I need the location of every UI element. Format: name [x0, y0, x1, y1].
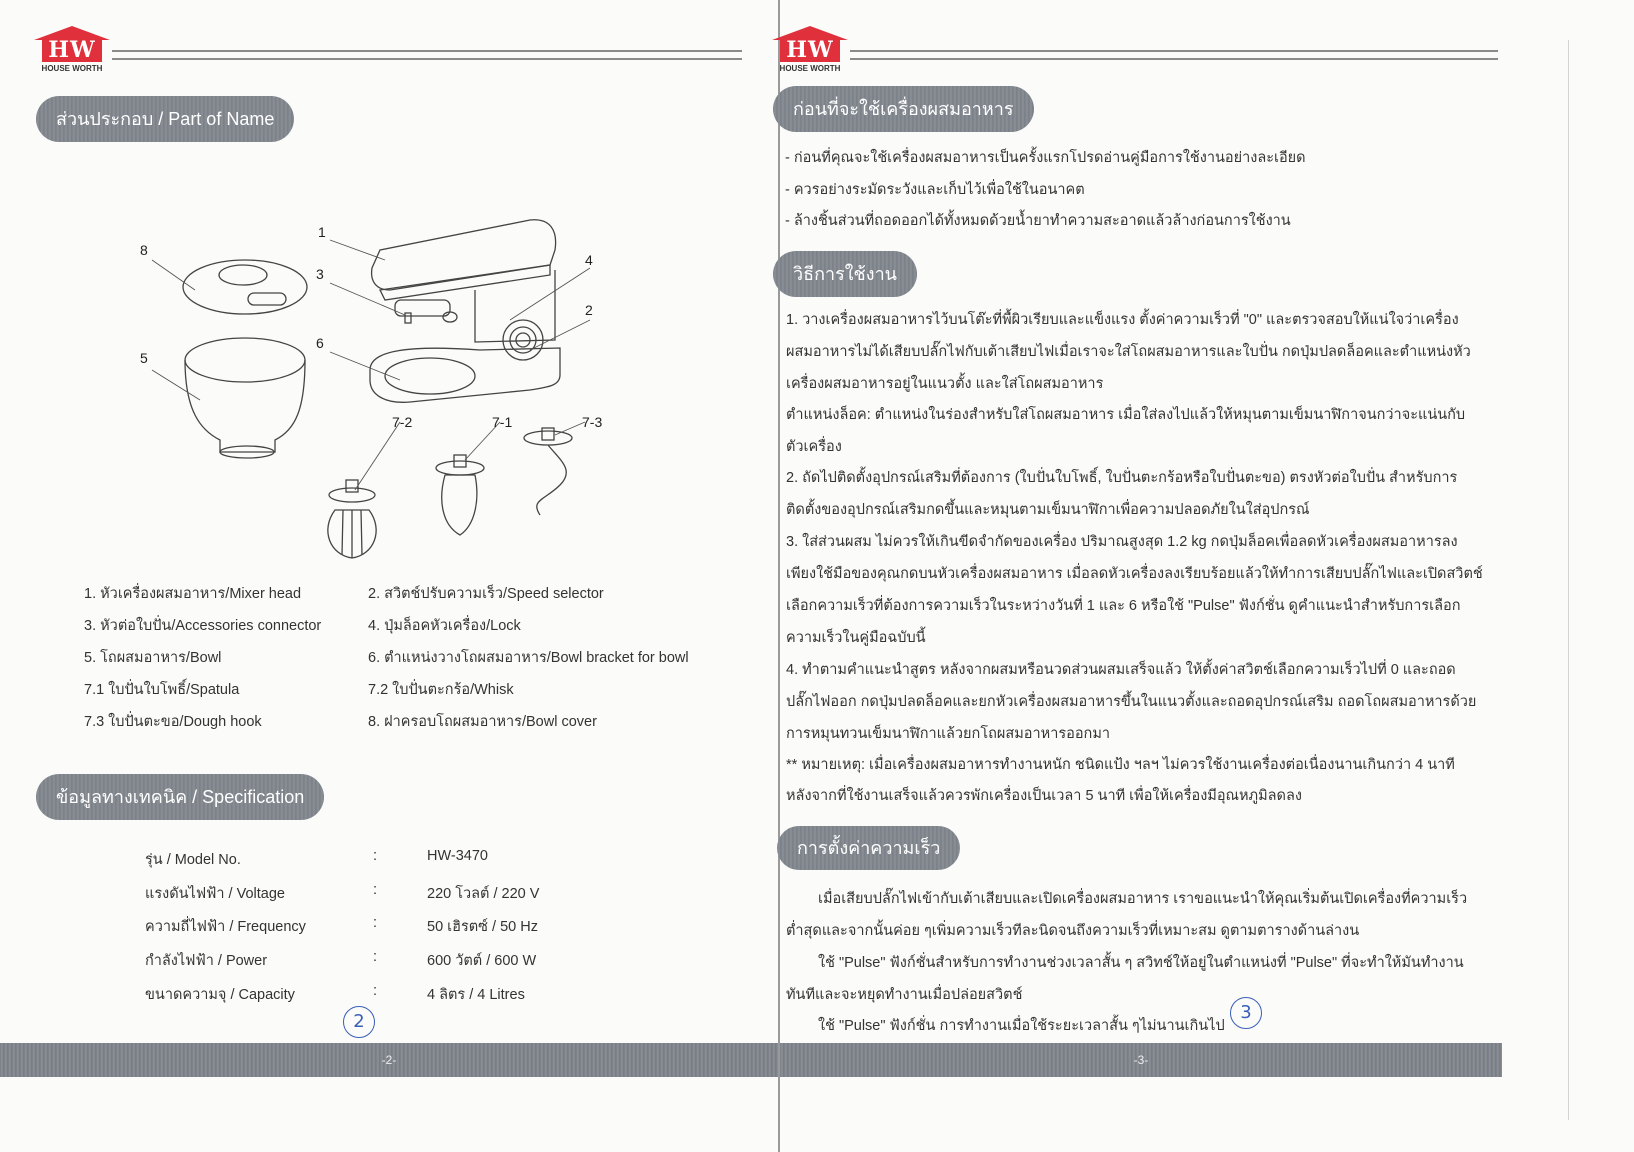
usage-line: 1. วางเครื่องผสมอาหารไว้บนโต๊ะที่พื้ผิวเรียบและแข็งแรง ตั้งค่าความเร็วที่ "0" และตรวจสอบให้แน่ใจว่าเครื่อง [786, 312, 1459, 328]
speed-line: ใช้ "Pulse" ฟังก์ชั่นสำหรับการทำงานช่วงเวลาสั้น ๆ สวิทช์ให้อยู่ในตำแหน่งที่ "Pulse" ที่จะทำให้มันทำงาน [818, 955, 1464, 971]
part-item: 8. ฝาครอบโถผสมอาหาร/Bowl cover [368, 714, 597, 730]
spec-key: ความถี่ไฟฟ้า / Frequency [145, 919, 306, 935]
logo-mark: HW [780, 38, 840, 62]
spec-sep: : [373, 983, 378, 999]
usage-line: เลือกความเร็วที่ต้องการความเร็วในระหว่างวันที่ 1 และ 6 หรือใช้ "Pulse" ฟังก์ชั่น ดูคำแนะนำสำหรับการเลือก [786, 598, 1461, 614]
house-worth-logo [34, 26, 110, 76]
header-rule [112, 50, 742, 60]
spec-sep: : [373, 949, 378, 965]
callout-7-1: 7-1 [492, 414, 513, 430]
before-use-line: - ล้างชิ้นส่วนที่ถอดออกได้ทั้งหมดด้วยน้ำยาทำความสะอาดแล้วล้างก่อนการใช้งาน [785, 213, 1291, 229]
part-item: 2. สวิตช์ปรับความเร็ว/Speed selector [368, 586, 604, 602]
section-title-spec: ข้อมูลทางเทคนิค / Specification [36, 774, 324, 820]
spec-sep: : [373, 882, 378, 898]
callout-8: 8 [140, 242, 148, 258]
usage-line: การหมุนทวนเข็มนาฬิกาแล้วยกโถผสมอาหารออกมา [786, 726, 1111, 742]
usage-line: ปลั๊กไฟออก กดปุ่มปลดล็อคและยกหัวเครื่องผสมอาหารขึ้นในแนวตั้งและถอดอุปกรณ์เสริม ถอดโถผสมอาหารด้วย [786, 694, 1477, 710]
usage-line: ตำแหน่งล็อค: ตำแหน่งในร่องสำหรับใส่โถผสมอาหาร เมื่อใส่ลงไปแล้วให้หมุนตามเข็มนาฬิกาจนกว่าจะแน่นกับ [786, 407, 1466, 423]
spec-sep: : [373, 848, 378, 864]
spec-value: 600 วัตต์ / 600 W [427, 953, 537, 969]
speed-line: เมื่อเสียบปลั๊กไฟเข้ากับเต้าเสียบและเปิดเครื่องผสมอาหาร เราขอแนะนำให้คุณเริ่มต้นเปิดเครื่องที่ความเร็ว [818, 891, 1468, 907]
callout-6: 6 [316, 335, 324, 351]
speed-line: ทันทีและจะหยุดทำงานเมื่อปล่อยสวิตช์ [786, 987, 1023, 1003]
spec-value: 50 เฮิรตซ์ / 50 Hz [427, 919, 538, 935]
handwritten-page-number: 2 [343, 1006, 375, 1038]
header-rule [850, 50, 1498, 60]
usage-note-line: ** หมายเหตุ: เมื่อเครื่องผสมอาหารทำงานหนัก ชนิดแป้ง ฯลฯ ไม่ควรใช้งานเครื่องต่อเนื่องนานเกินกว่า 4 นาที [786, 757, 1455, 773]
handwritten-page-number: 3 [1230, 997, 1262, 1029]
page-footer: -2- [0, 1043, 778, 1077]
callout-5: 5 [140, 350, 148, 366]
part-item: 7.1 ใบปั่นใบโพธิ์/Spatula [84, 682, 240, 698]
section-title-speed: การตั้งค่าความเร็ว [777, 826, 960, 870]
spec-key: แรงดันไฟฟ้า / Voltage [145, 886, 285, 902]
callout-7-2: 7-2 [392, 414, 413, 430]
usage-line: เพียงใช้มือของคุณกดบนหัวเครื่องผสมอาหาร เมื่อลดหัวเครื่องลงเรียบร้อยแล้วให้ทำการเสียบปลั๊กไฟและเปิดสวิตช์ [786, 566, 1483, 582]
usage-line: ตัวเครื่อง [786, 439, 842, 455]
usage-line: 3. ใส่ส่วนผสม ไม่ควรให้เกินขีดจำกัดของเครื่อง ปริมาณสูงสุด 1.2 kg กดปุ่มล็อคเพื่อลดหัวเครื่องผสมอาหารลง [786, 534, 1458, 550]
left-page [0, 0, 780, 1152]
spec-key: รุ่น / Model No. [145, 852, 241, 868]
part-item: 7.2 ใบปั่นตะกร้อ/Whisk [368, 682, 514, 698]
mixer-diagram-icon [130, 190, 630, 560]
part-item: 4. ปุ่มล็อคหัวเครื่อง/Lock [368, 618, 521, 634]
speed-line: ต่ำสุดและจากนั้นค่อย ๆเพิ่มความเร็วทีละนิดจนถึงความเร็วที่เหมาะสม ดูตามตารางด้านล่างน [786, 923, 1360, 939]
before-use-line: - ควรอย่างระมัดระวังและเก็บไว้เพื่อใช้ในอนาคต [785, 182, 1085, 198]
part-item: 7.3 ใบปั่นตะขอ/Dough hook [84, 714, 262, 730]
usage-line: 4. ทำตามคำแนะนำสูตร หลังจากผสมหรือนวดส่วนผสมเสร็จแล้ว ให้ตั้งค่าสวิตช์เลือกความเร็วไปที่ 0 และถอด [786, 662, 1456, 678]
section-title-parts: ส่วนประกอบ / Part of Name [36, 96, 294, 142]
house-worth-logo [772, 26, 848, 76]
spec-sep: : [373, 915, 378, 931]
spec-value: 220 โวลต์ / 220 V [427, 886, 540, 902]
usage-line: 2. ถัดไปติดตั้งอุปกรณ์เสริมที่ต้องการ (ใบปั่นใบโพธิ์, ใบปั่นตะกร้อหรือใบปั่นตะขอ) ตรงหัวต่อใบปั่น สำหรับการ [786, 470, 1458, 486]
logo-brand-name: HOUSE WORTH [41, 64, 103, 73]
part-item: 6. ตำแหน่งวางโถผสมอาหาร/Bowl bracket for bowl [368, 650, 689, 666]
usage-line: ความเร็วในคู่มือฉบับนี้ [786, 630, 926, 646]
spec-value: HW-3470 [427, 848, 488, 864]
callout-7-3: 7-3 [582, 414, 603, 430]
mixer-exploded-diagram [130, 190, 630, 560]
callout-3: 3 [316, 266, 324, 282]
usage-line: ผสมอาหารไม่ได้เสียบปลั๊กไฟกับเต้าเสียบไฟเมื่อเราจะใส่โถผสมอาหารและใบปั่น กดปุ่มปลดล็อคและตำแหน่งหัว [786, 344, 1471, 360]
usage-line: ติดตั้งของอุปกรณ์เสริมกดขึ้นและหมุนตามเข็มนาฬิกาเพื่อความปลอดภัยในใส่อุปกรณ์ [786, 502, 1310, 518]
callout-4: 4 [585, 252, 593, 268]
logo-mark: HW [42, 38, 102, 62]
logo-brand-name: HOUSE WORTH [779, 64, 841, 73]
part-item: 3. หัวต่อใบปั่น/Accessories connector [84, 618, 322, 634]
right-page [780, 0, 1570, 1152]
before-use-line: - ก่อนที่คุณจะใช้เครื่องผสมอาหารเป็นครั้งแรกโปรดอ่านคู่มือการใช้งานอย่างละเอียด [785, 150, 1306, 166]
callout-1: 1 [318, 224, 326, 240]
usage-line: เครื่องผสมอาหารอยู่ในแนวตั้ง และใส่โถผสมอาหาร [786, 376, 1104, 392]
spec-key: กำลังไฟฟ้า / Power [145, 953, 268, 969]
section-title-before-use: ก่อนที่จะใช้เครื่องผสมอาหาร [773, 86, 1034, 132]
speed-line: ใช้ "Pulse" ฟังก์ชั่น การทำงานเมื่อใช้ระยะเวลาสั้น ๆไม่นานเกินไป [818, 1018, 1225, 1034]
page-footer: -3- [780, 1043, 1502, 1077]
callout-2: 2 [585, 302, 593, 318]
spec-key: ขนาดความจุ / Capacity [145, 987, 295, 1003]
section-title-usage: วิธีการใช้งาน [773, 251, 917, 297]
part-item: 5. โถผสมอาหาร/Bowl [84, 650, 222, 666]
usage-note-line: หลังจากที่ใช้งานเสร็จแล้วควรพักเครื่องเป็นเวลา 5 นาที เพื่อให้เครื่องมีอุณหภูมิลดลง [786, 788, 1302, 804]
spec-value: 4 ลิตร / 4 Litres [427, 987, 525, 1003]
part-item: 1. หัวเครื่องผสมอาหาร/Mixer head [84, 586, 302, 602]
